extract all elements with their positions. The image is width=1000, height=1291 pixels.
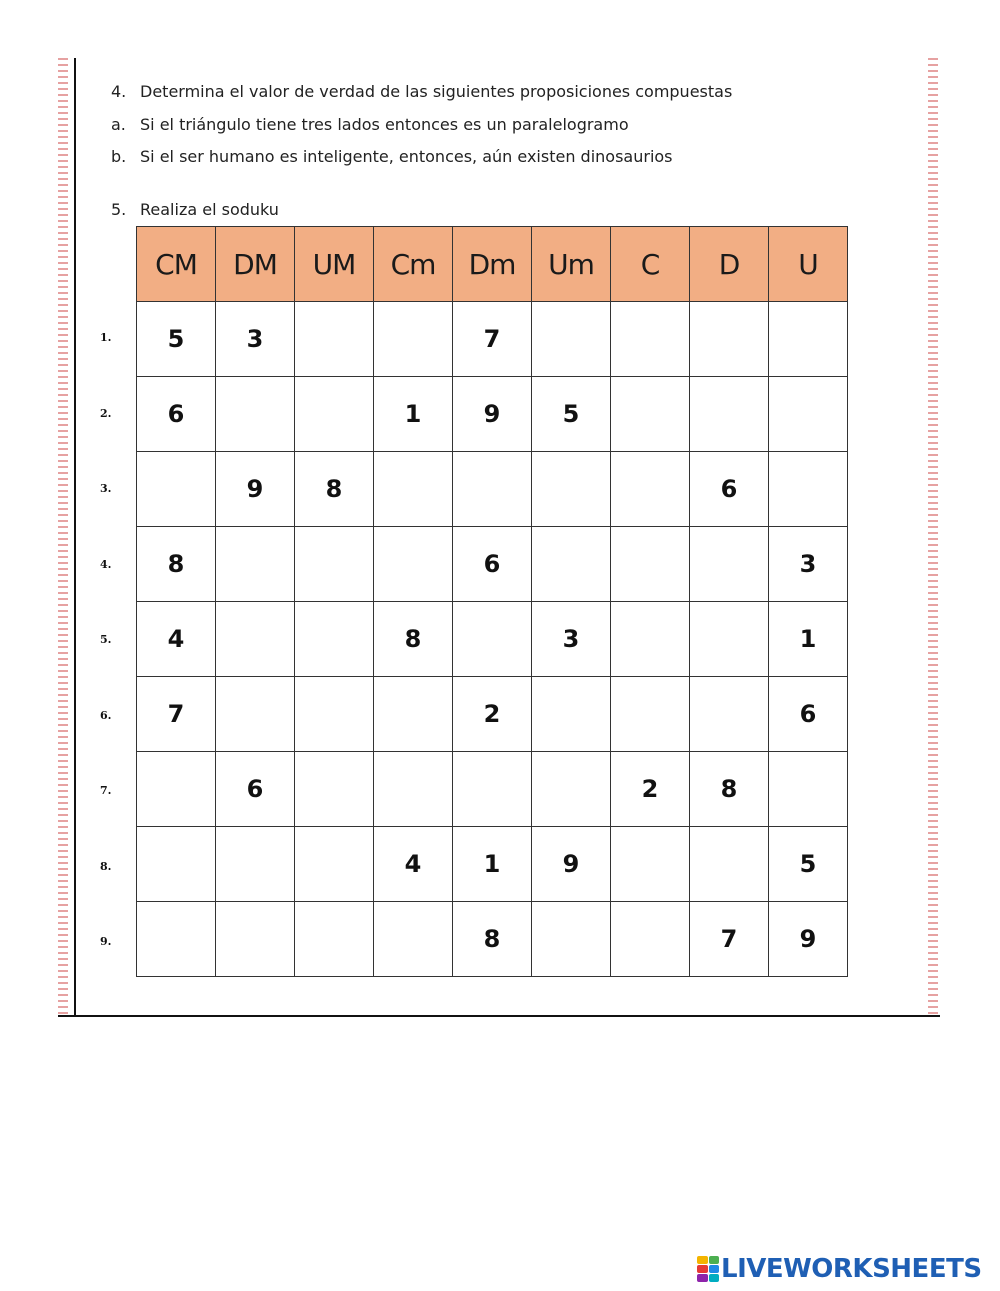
sudoku-row [137,752,848,827]
sudoku-cell[interactable] [453,452,532,527]
question-5 [111,200,279,220]
header-cm: CM [137,227,216,302]
question-number: a. [111,115,126,134]
sudoku-cell[interactable] [374,452,453,527]
sudoku-cell: 9 [532,827,611,902]
sudoku-cell[interactable] [295,302,374,377]
row-label: 5. [100,633,112,646]
row-label: 6. [100,708,112,722]
sudoku-cell[interactable] [137,902,216,977]
row-label: 4. [100,557,112,571]
question-4a [111,115,629,135]
sudoku-row [137,902,848,977]
sudoku-cell[interactable] [690,602,769,677]
sudoku-cell[interactable] [453,752,532,827]
sudoku-cell: 3 [769,527,848,602]
sudoku-cell[interactable] [532,902,611,977]
sudoku-row [137,377,848,452]
header-um-lower: Um [532,227,611,302]
sudoku-cell: 6 [690,452,769,527]
sudoku-cell: 2 [453,677,532,752]
sudoku-cell[interactable] [216,827,295,902]
sudoku-cell[interactable] [611,377,690,452]
row-label: 3. [100,482,112,495]
sudoku-cell[interactable] [295,677,374,752]
logo-text: LIVEWORKSHEETS [721,1254,982,1284]
question-4b [111,147,673,167]
header-dm: DM [216,227,295,302]
sudoku-cell[interactable] [611,302,690,377]
sudoku-cell[interactable] [295,902,374,977]
header-u: U [769,227,848,302]
sudoku-cell[interactable] [611,827,690,902]
sudoku-cell: 7 [453,302,532,377]
sudoku-cell: 7 [137,677,216,752]
row-label: 8. [100,859,112,873]
sudoku-row [137,827,848,902]
sudoku-cell[interactable] [532,752,611,827]
row-label: 9. [100,935,112,948]
sudoku-cell[interactable] [295,602,374,677]
question-text: Si el triángulo tiene tres lados entonces es un paralelogramo [140,115,629,134]
sudoku-cell[interactable] [769,452,848,527]
sudoku-cell: 5 [532,377,611,452]
sudoku-row [137,452,848,527]
sudoku-cell[interactable] [453,602,532,677]
sudoku-cell[interactable] [611,677,690,752]
sudoku-cell[interactable] [216,677,295,752]
sudoku-cell[interactable] [374,677,453,752]
sudoku-cell[interactable] [690,377,769,452]
sudoku-cell: 4 [374,827,453,902]
sudoku-cell[interactable] [532,302,611,377]
sudoku-cell[interactable] [374,752,453,827]
sudoku-row [137,527,848,602]
sudoku-cell[interactable] [137,752,216,827]
sudoku-cell[interactable] [532,677,611,752]
sudoku-cell: 9 [769,902,848,977]
sudoku-cell: 5 [769,827,848,902]
sudoku-cell: 6 [453,527,532,602]
question-4 [111,82,732,102]
sudoku-cell: 1 [453,827,532,902]
question-number: b. [111,147,127,166]
header-dm-lower: Dm [453,227,532,302]
sudoku-cell: 5 [137,302,216,377]
row-label: 7. [100,784,112,797]
question-text: Determina el valor de verdad de las siguientes proposiciones compuestas [140,82,733,101]
sudoku-cell: 8 [295,452,374,527]
header-c: C [611,227,690,302]
sudoku-cell: 9 [216,452,295,527]
sudoku-grid [136,226,848,977]
sudoku-cell: 8 [453,902,532,977]
sudoku-cell: 6 [137,377,216,452]
sudoku-cell[interactable] [295,377,374,452]
sudoku-cell[interactable] [611,452,690,527]
sudoku-cell[interactable] [374,902,453,977]
sudoku-cell[interactable] [374,302,453,377]
header-cm-lower: Cm [374,227,453,302]
header-um: UM [295,227,374,302]
sudoku-cell[interactable] [690,302,769,377]
decorative-border-right [928,58,938,1016]
sudoku-cell: 2 [611,752,690,827]
sudoku-cell[interactable] [216,902,295,977]
sudoku-cell[interactable] [611,527,690,602]
sudoku-cell[interactable] [216,527,295,602]
sudoku-cell: 8 [374,602,453,677]
sudoku-cell[interactable] [295,752,374,827]
sudoku-cell[interactable] [137,827,216,902]
sudoku-cell: 9 [453,377,532,452]
sudoku-cell[interactable] [769,302,848,377]
sudoku-cell[interactable] [216,602,295,677]
sudoku-cell: 6 [769,677,848,752]
row-label: 2. [100,406,112,420]
sudoku-cell: 8 [690,752,769,827]
sudoku-cell[interactable] [295,827,374,902]
sudoku-cell: 1 [769,602,848,677]
sudoku-cell: 6 [216,752,295,827]
sudoku-cell: 7 [690,902,769,977]
sudoku-row [137,602,848,677]
row-label: 1. [100,331,112,344]
margin-line [74,58,76,1017]
sudoku-cell[interactable] [611,602,690,677]
sudoku-cell[interactable] [690,827,769,902]
sudoku-row [137,302,848,377]
sudoku-cell: 8 [137,527,216,602]
logo-icon [697,1256,719,1282]
sudoku-cell[interactable] [690,527,769,602]
sudoku-cell[interactable] [532,452,611,527]
question-text: Si el ser humano es inteligente, entonces, aún existen dinosaurios [140,147,673,166]
sudoku-cell: 3 [532,602,611,677]
sudoku-cell[interactable] [532,527,611,602]
decorative-border-left [58,58,68,1016]
sudoku-cell[interactable] [216,377,295,452]
question-number: 5. [111,200,127,219]
sudoku-cell[interactable] [295,527,374,602]
sudoku-cell[interactable] [690,677,769,752]
sudoku-cell[interactable] [137,452,216,527]
sudoku-cell[interactable] [769,377,848,452]
bottom-rule [58,1015,940,1017]
question-text: Realiza el soduku [140,200,279,219]
sudoku-header-row [137,227,848,302]
liveworksheets-logo [697,1254,982,1284]
sudoku-cell: 4 [137,602,216,677]
sudoku-cell[interactable] [374,527,453,602]
sudoku-cell: 3 [216,302,295,377]
sudoku-row [137,677,848,752]
sudoku-cell[interactable] [611,902,690,977]
header-d: D [690,227,769,302]
sudoku-cell[interactable] [769,752,848,827]
question-number: 4. [111,82,127,101]
sudoku-cell: 1 [374,377,453,452]
